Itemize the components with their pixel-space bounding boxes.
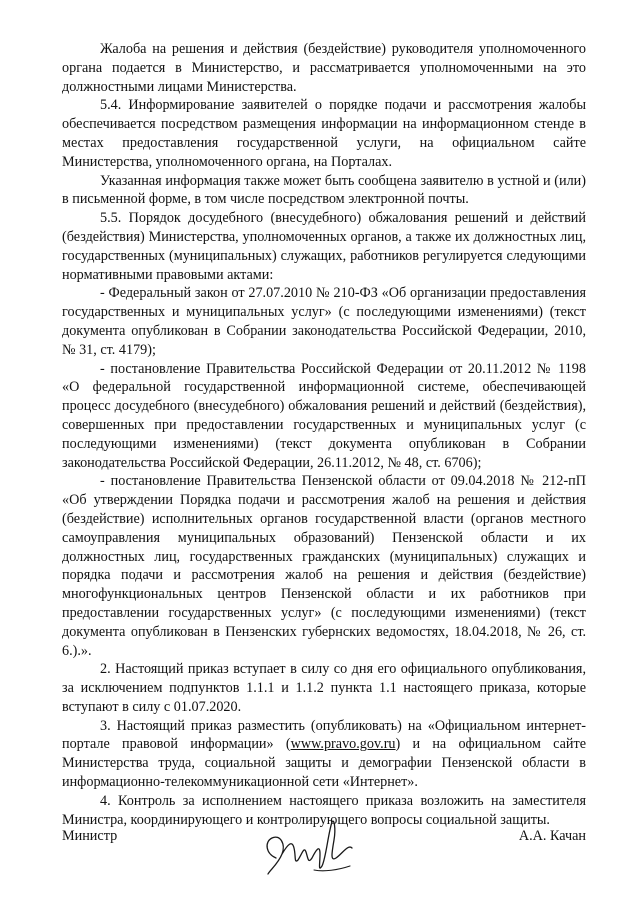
paragraph-gov-decree-1198: - постановление Правительства Российской Федерации от 20.11.2012 № 1198 «О федеральной государственной информационной системе, обеспечивающей процесс досудебного (внесудебного) обжалования решений и действий (бездействия), совершенных при предоставлении государственных и муниципальных услуг (с последующими изменениями) (текст документа опубликован в Собрании законодательства Российской Федерации, 26.11.2012, № 48, ст. 6706); bbox=[62, 360, 586, 471]
document-body bbox=[62, 40, 586, 829]
paragraph-5-4: 5.4. Информирование заявителей о порядке подачи и рассмотрения жалобы обеспечивается посредством размещения информации на информационном стенде в местах предоставления государственной услуги, на официальном сайте Министерства, уполномоченного органа, на Порталах. bbox=[62, 97, 586, 170]
paragraph-info-oral: Указанная информация также может быть сообщена заявителю в устной и (или) в письменной форме, в том числе посредством электронной почты. bbox=[62, 172, 586, 208]
paragraph-item-3-before: 3. Настоящий приказ разместить (опубликовать) на «Официальном интернет-портале правовой информации» ( bbox=[62, 717, 586, 753]
paragraph-5-5: 5.5. Порядок досудебного (внесудебного) обжалования решений и действий (бездействия) Министерства, уполномоченных органов, а также их должностных лиц, государственных (муниципальных) служащих, работников регулируется следующими нормативными правовыми актами: bbox=[62, 210, 586, 283]
paragraph-federal-law: - Федеральный закон от 27.07.2010 № 210-ФЗ «Об организации предоставления государственных и муниципальных услуг» (с последующими изменениями) (текст документа опубликован в Собрании законодательства Российской Федерации, 2010, № 31, ст. 4179); bbox=[62, 285, 586, 358]
pravo-gov-link[interactable]: www.pravo.gov.ru bbox=[290, 736, 396, 753]
signature-block bbox=[62, 818, 586, 888]
signatory-role: Министр bbox=[62, 828, 118, 844]
paragraph-penza-decree-212: - постановление Правительства Пензенской области от 09.04.2018 № 212-пП «Об утверждении Порядка подачи и рассмотрения жалоб на решения и действия (бездействие) исполнительных органов государственной власти (органов местного самоуправления муниципальных образований) Пензенской области и их должностных лиц, государственных гражданских (муниципальных) служащих и порядка подачи и рассмотрения жалоб на решения и действия (бездействие) многофункциональных центров Пензенской области и их работников при предоставлении государственных услуг» (с последующими изменениями) (текст документа опубликован в Пензенских губернских ведомостях, 18.04.2018, № 26, ст. 6.).». bbox=[62, 473, 586, 659]
paragraph-item-2: 2. Настоящий приказ вступает в силу со дня его официального опубликования, за исключением подпунктов 1.1.1 и 1.1.2 пункта 1.1 настоящего приказа, которые вступают в силу с 01.07.2020. bbox=[62, 661, 586, 715]
handwritten-signature bbox=[258, 814, 368, 888]
paragraph-item-3 bbox=[62, 717, 586, 792]
paragraph-item-3-after: ) и на официальном сайте Министерства труда, социальной защиты и демографии Пензенской области в информационно-телекоммуникационной сети «Интернет». bbox=[62, 736, 586, 791]
paragraph-complaint-minister: Жалоба на решения и действия (бездействие) руководителя уполномоченного органа подается в Министерство, и рассматривается уполномоченными на это должностными лицами Министерства. bbox=[62, 41, 586, 95]
paragraph-item-4: 4. Контроль за исполнением настоящего приказа возложить на заместителя Министра, координирующего и контролирующего вопросы социальной защиты. bbox=[62, 792, 586, 828]
signatory-name: А.А. Качан bbox=[518, 828, 586, 844]
